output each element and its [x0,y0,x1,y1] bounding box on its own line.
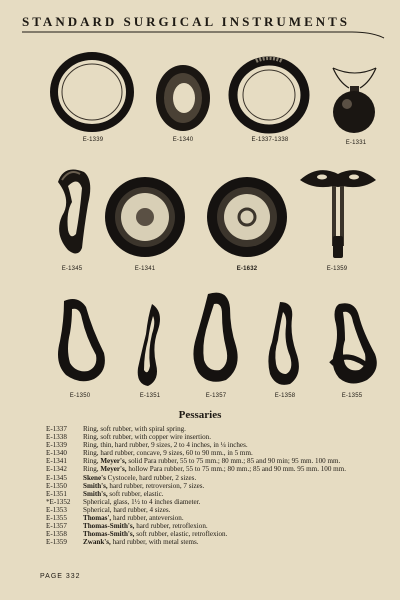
item-description: Ring, soft rubber, with copper wire insertion. [83,433,211,442]
item-maker-name: Skene's [83,473,106,482]
item-code: E-1358 [46,530,67,539]
list-item [46,441,386,449]
item-list [46,425,386,546]
item-code: E-1345 [46,473,67,482]
spherical-pessary-figure [327,64,382,144]
item-description: Thomas-Smith's, hard rubber, retroflexion. [83,522,208,531]
item-maker-name: Smith's, [83,481,108,490]
ring-pessary-thin-figure [50,52,135,132]
figure-code: E-1632 [236,266,258,272]
item-description: Ring, Meyer's, solid Para rubber, 55 to 75 mm.; 80 mm.; 85 and 90 min; 95 mm. 100 mm. [83,457,341,466]
list-item [46,474,386,482]
header-rule [22,8,387,42]
ring-pessary-spring-figure [228,55,310,135]
figure-code: E-1331 [345,140,367,146]
page-number: PAGE 332 [40,573,81,580]
item-code: E-1338 [46,433,67,442]
list-item [46,522,386,530]
figure-code: E-1345 [61,266,83,272]
meyer-ring-solid-figure [103,175,188,260]
figure-code: E-1339 [82,137,104,143]
list-item [46,425,386,433]
list-item [46,465,386,473]
item-code: E-1357 [46,522,67,531]
figure-code: E-1340 [172,137,194,143]
cystocele-pessary-figure [48,160,98,260]
item-code: E-1342 [46,465,67,474]
item-description: Ring, hard rubber, concave, 9 sizes, 60 to 90 mm., in 5 mm. [83,449,253,458]
item-description: Zwank's, hard rubber, with metal stems. [83,538,199,547]
item-code: E-1337 [46,425,67,433]
figure-code: E-1351 [139,393,161,399]
list-item [46,433,386,441]
item-code: E-1339 [46,441,67,450]
item-code: E-1350 [46,481,67,490]
page-header [22,8,382,38]
item-code: E-1340 [46,449,67,458]
smith-pessary-soft-figure [130,300,170,390]
zwank-pessary-figure [296,158,381,263]
list-item [46,498,386,506]
item-description: Skene's Cystocele, hard rubber, 2 sizes. [83,473,197,482]
item-description: Ring, Meyer's, hollow Para rubber, 55 to 75 mm.; 80 mm.; 85 and 90 mm. 95 mm. 100 mm. [83,465,346,474]
meyer-ring-hollow-figure [205,175,290,260]
figure-code: E-1350 [69,393,91,399]
item-description: Smith's, soft rubber, elastic. [83,489,164,498]
figure-code: E-1337-1338 [251,137,289,143]
figure-code: E-1358 [274,393,296,399]
list-item [46,449,386,457]
item-description: Thomas-Smith's, soft rubber, elastic, retroflexion. [83,530,228,539]
figure-code: E-1357 [205,393,227,399]
item-code: E-1351 [46,489,67,498]
thomas-pessary-figure [325,300,380,390]
item-maker-name: Thomas-Smith's, [83,522,135,531]
item-code: E-1359 [46,538,67,547]
ring-pessary-concave-figure [153,62,213,137]
thomas-smith-pessary-hard-figure [188,288,243,388]
figure-code: E-1341 [134,266,156,272]
figure-code: E-1359 [326,266,348,272]
figure-code: E-1355 [341,393,363,399]
item-code: E-1353 [46,505,67,514]
item-description: Ring, thin, hard rubber, 9 sizes, 2 to 4 inches, in ¼ inches. [83,441,248,450]
list-item [46,538,386,546]
item-maker-name: Zwank's, [83,538,111,547]
item-description: Smith's, hard rubber, retroversion, 7 sizes. [83,481,205,490]
item-code: *E-1352 [46,497,71,506]
item-maker-name: Smith's, [83,489,108,498]
item-description: Ring, soft rubber, with spiral spring. [83,425,186,433]
list-item [46,506,386,514]
item-code: E-1355 [46,514,67,523]
list-item [46,457,386,465]
item-code: E-1341 [46,457,67,466]
thomas-smith-pessary-soft-figure [262,298,307,390]
list-item [46,482,386,490]
item-maker-name: Thomas-Smith's, [83,530,135,539]
item-description: Spherical, hard rubber, 4 sizes. [83,505,171,514]
item-description: Spherical, glass, 1½ to 4 inches diameter. [83,497,201,506]
item-maker-name: Meyer's, [100,465,127,474]
item-maker-name: Meyer's, [100,457,127,466]
list-item [46,530,386,538]
page-header-title: STANDARD SURGICAL INSTRUMENTS [22,14,351,29]
list-item [46,490,386,498]
item-maker-name: Thomas', [83,514,112,523]
list-item [46,514,386,522]
item-description: Thomas', hard rubber, anteversion. [83,514,184,523]
smith-pessary-hard-figure [50,293,110,388]
section-title: Pessaries [178,409,222,421]
